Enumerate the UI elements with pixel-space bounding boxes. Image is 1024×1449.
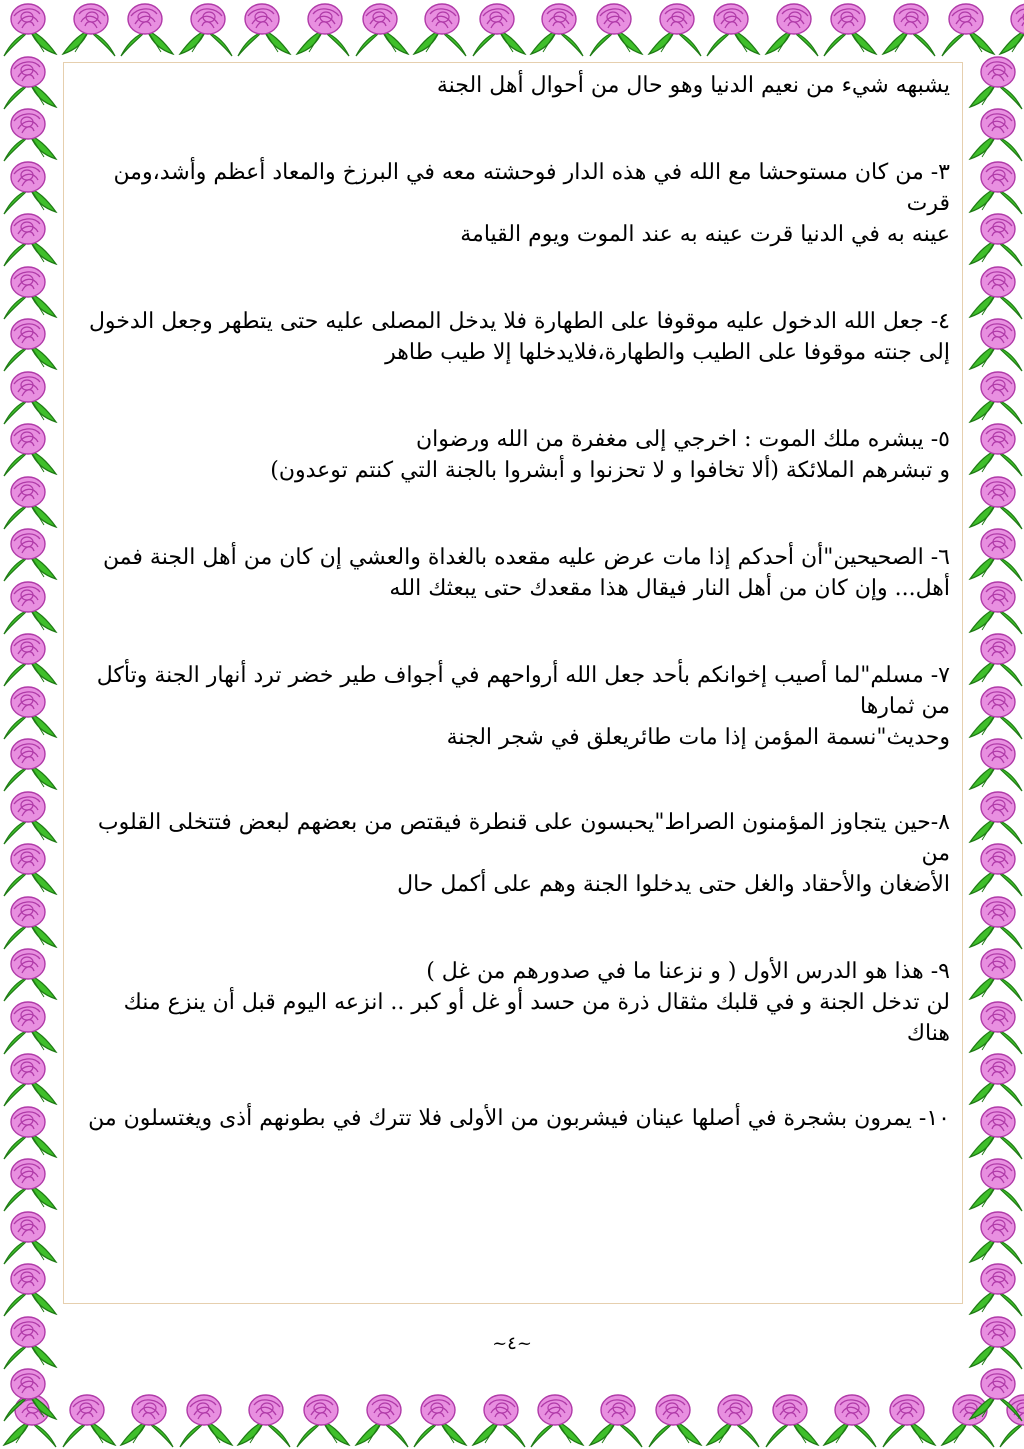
rose-icon bbox=[0, 1365, 58, 1423]
rose-icon bbox=[966, 788, 1024, 846]
text-line: ٣- من كان مستوحشا مع الله في هذه الدار فوحشته معه في البرزخ والمعاد أعظم وأشد،ومن قرت bbox=[113, 160, 950, 216]
rose-icon bbox=[0, 630, 58, 688]
rose-icon bbox=[966, 1208, 1024, 1266]
rose-icon bbox=[469, 1391, 529, 1449]
paragraph bbox=[78, 306, 950, 368]
rose-icon bbox=[645, 0, 705, 58]
rose-icon bbox=[966, 630, 1024, 688]
rose-icon bbox=[117, 0, 177, 58]
rose-icon bbox=[0, 735, 58, 793]
rose-icon bbox=[762, 0, 822, 58]
rose-icon bbox=[586, 0, 646, 58]
rose-icon bbox=[527, 0, 587, 58]
rose-icon bbox=[176, 0, 236, 58]
rose-icon bbox=[820, 1391, 880, 1449]
rose-icon bbox=[0, 1155, 58, 1213]
rose-icon bbox=[352, 1391, 412, 1449]
rose-icon bbox=[966, 420, 1024, 478]
rose-icon bbox=[879, 1391, 939, 1449]
rose-icon bbox=[0, 1208, 58, 1266]
text-line: يشبهه شيء من نعيم الدنيا وهو حال من أحوال أهل الجنة bbox=[436, 73, 950, 98]
rose-icon bbox=[410, 0, 470, 58]
text-line: و تبشرهم الملائكة (ألا تخافوا و لا تحزنوا و أبشروا بالجنة التي كنتم توعدون) bbox=[270, 458, 950, 483]
text-line: الأضغان والأحقاد والغل حتى يدخلوا الجنة وهم على أكمل حال bbox=[397, 872, 950, 897]
rose-icon bbox=[0, 315, 58, 373]
rose-icon bbox=[966, 263, 1024, 321]
rose-icon bbox=[966, 105, 1024, 163]
rose-icon bbox=[0, 1103, 58, 1161]
rose-icon bbox=[966, 368, 1024, 426]
rose-icon bbox=[762, 1391, 822, 1449]
text-line: وحديث"نسمة المؤمن إذا مات طائريعلق في شجر الجنة bbox=[446, 725, 950, 750]
rose-icon bbox=[966, 315, 1024, 373]
rose-icon bbox=[966, 998, 1024, 1056]
border-bottom bbox=[0, 1390, 1024, 1449]
paragraph bbox=[78, 70, 950, 101]
text-line: ١٠- يمرون بشجرة في أصلها عينان فيشربون من الأولى فلا تترك في بطونهم أذى ويغتسلون من bbox=[88, 1106, 950, 1131]
rose-icon bbox=[0, 473, 58, 531]
rose-icon bbox=[966, 1313, 1024, 1371]
rose-icon bbox=[0, 1050, 58, 1108]
paragraph bbox=[78, 807, 950, 900]
rose-icon bbox=[0, 105, 58, 163]
rose-icon bbox=[0, 210, 58, 268]
rose-icon bbox=[0, 420, 58, 478]
rose-icon bbox=[0, 893, 58, 951]
rose-icon bbox=[0, 1313, 58, 1371]
rose-icon bbox=[234, 0, 294, 58]
rose-icon bbox=[966, 1103, 1024, 1161]
rose-icon bbox=[879, 0, 939, 58]
paragraph bbox=[78, 424, 950, 486]
text-line: ٦- الصحيحين"أن أحدكم إذا مات عرض عليه مقعده بالغداة والعشي إن كان من أهل الجنة فمن bbox=[102, 545, 950, 570]
paragraph bbox=[78, 157, 950, 250]
rose-icon bbox=[0, 578, 58, 636]
paragraph bbox=[78, 660, 950, 753]
border-top bbox=[0, 0, 1024, 58]
rose-icon bbox=[234, 1391, 294, 1449]
page-number: ~٤~ bbox=[492, 1333, 532, 1354]
rose-icon bbox=[966, 578, 1024, 636]
rose-icon bbox=[966, 945, 1024, 1003]
rose-icon bbox=[59, 0, 119, 58]
text-line: ٥- يبشره ملك الموت : اخرجي إلى مغفرة من الله ورضوان bbox=[416, 427, 950, 452]
rose-icon bbox=[966, 525, 1024, 583]
rose-icon bbox=[59, 1391, 119, 1449]
rose-icon bbox=[469, 0, 529, 58]
rose-icon bbox=[703, 0, 763, 58]
text-line: ٨-حين يتجاوز المؤمنون الصراط"يحبسون على قنطرة فيقتص من بعضهم لبعض فتتخلى القلوب من bbox=[97, 810, 950, 866]
rose-icon bbox=[0, 945, 58, 1003]
rose-icon bbox=[966, 893, 1024, 951]
border-right bbox=[966, 0, 1024, 1449]
text-line: هناك bbox=[906, 1021, 950, 1046]
text-line: ٧- مسلم"لما أصيب إخوانكم بأحد جعل الله أرواحهم في أجواف طير خضر ترد أنهار الجنة وتأكل bbox=[96, 663, 950, 688]
rose-icon bbox=[410, 1391, 470, 1449]
rose-icon bbox=[117, 1391, 177, 1449]
paragraph bbox=[78, 542, 950, 604]
text-line: أهل... وإن كان من أهل النار فيقال هذا مقعدك حتى يبعثك الله bbox=[389, 576, 950, 601]
rose-icon bbox=[293, 1391, 353, 1449]
rose-icon bbox=[703, 1391, 763, 1449]
rose-icon bbox=[0, 158, 58, 216]
text-line: من ثمارها bbox=[860, 694, 950, 719]
paragraph bbox=[78, 1103, 950, 1134]
rose-icon bbox=[966, 1260, 1024, 1318]
rose-icon bbox=[0, 998, 58, 1056]
rose-icon bbox=[586, 1391, 646, 1449]
rose-icon bbox=[820, 0, 880, 58]
rose-icon bbox=[352, 0, 412, 58]
rose-icon bbox=[966, 210, 1024, 268]
rose-icon bbox=[966, 53, 1024, 111]
rose-icon bbox=[527, 1391, 587, 1449]
rose-icon bbox=[0, 263, 58, 321]
page-content bbox=[78, 70, 950, 1300]
rose-icon bbox=[966, 158, 1024, 216]
rose-icon bbox=[0, 1260, 58, 1318]
rose-icon bbox=[966, 1155, 1024, 1213]
paragraph bbox=[78, 956, 950, 1049]
border-left bbox=[0, 0, 58, 1449]
text-line: عينه به في الدنيا قرت عينه به عند الموت ويوم القيامة bbox=[460, 222, 950, 247]
rose-icon bbox=[176, 1391, 236, 1449]
text-line: لن تدخل الجنة و في قلبك مثقال ذرة من حسد أو غل أو كبر .. انزعه اليوم قبل أن ينزع منك bbox=[123, 990, 950, 1015]
rose-icon bbox=[0, 788, 58, 846]
rose-icon bbox=[966, 840, 1024, 898]
rose-icon bbox=[293, 0, 353, 58]
rose-icon bbox=[966, 473, 1024, 531]
rose-icon bbox=[0, 525, 58, 583]
rose-icon bbox=[645, 1391, 705, 1449]
rose-icon bbox=[966, 735, 1024, 793]
rose-icon bbox=[0, 53, 58, 111]
text-line: إلى جنته موقوفا على الطيب والطهارة،فلايدخلها إلا طيب طاهر bbox=[385, 340, 950, 365]
rose-icon bbox=[966, 1365, 1024, 1423]
rose-icon bbox=[0, 683, 58, 741]
text-line: ٩- هذا هو الدرس الأول ( و نزعنا ما في صدورهم من غل ) bbox=[426, 959, 950, 984]
rose-icon bbox=[0, 840, 58, 898]
rose-icon bbox=[966, 1050, 1024, 1108]
text-line: ٤- جعل الله الدخول عليه موقوفا على الطهارة فلا يدخل المصلى عليه حتى يتطهر وجعل الدخول bbox=[88, 309, 950, 334]
rose-icon bbox=[966, 683, 1024, 741]
rose-icon bbox=[0, 368, 58, 426]
